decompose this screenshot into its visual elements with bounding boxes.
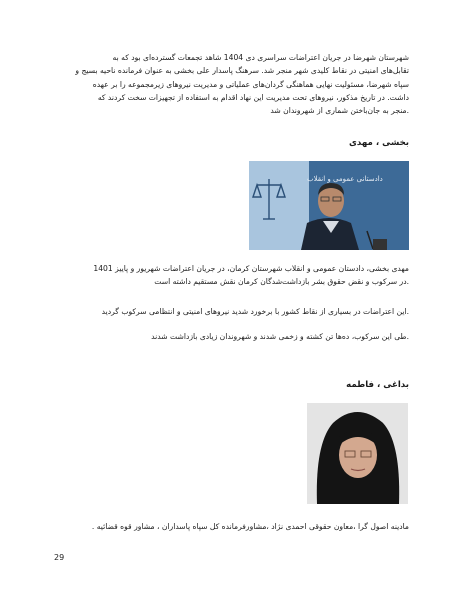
person2-photo [307, 403, 408, 504]
intro-line: داشت. در تاریخ مذکور، نیروهای تحت مدیریت این نهاد اقدام به استفاده از تجهیزات سخت کردند که [97, 92, 409, 102]
intro-line: تقابل‌های امنیتی در نقاط کلیدی شهر منجر شد. سرهنگ پاسدار علی بخشی به عنوان فرمانده ناحیه بسیج و [75, 66, 409, 76]
person1-line: .در سرکوب و نقض حقوق بشر بازداشت‌شدگان کرمان نقش مستقیم داشته است [154, 277, 409, 287]
person1-paragraph-2 [46, 305, 409, 318]
person1-photo [249, 161, 409, 250]
intro-paragraph [46, 51, 409, 117]
intro-line: سپاه شهرضا، مسئولیت نهایی هماهنگی گردان‌های عملیاتی و مدیریت نیروهای زیرمجموعه را بر عهده [92, 79, 409, 89]
photo-sign-text: دادستانی عمومی و انقلاب [307, 175, 383, 183]
person2-heading: بداغی ، فاطمه [346, 380, 409, 390]
intro-line: .منجر به جان‌باختن شماری از شهروندان شد [270, 106, 409, 116]
person2-line: مادینه اصول گرا ،معاون حقوقی احمدی نژاد ،مشاورفرمانده کل سپاه پاسداران ، مشاور قوه قضائیه . [91, 522, 409, 531]
person2-paragraph [46, 520, 409, 533]
person1-line: مهدی بخشی، دادستان عمومی و انقلاب شهرستان کرمان، در جریان اعتراضات شهریور و پاییز 1401 [93, 264, 409, 273]
page-number: 29 [54, 553, 65, 562]
person1-line: .طی این سرکوب، ده‌ها تن کشته و زخمی شدند و شهروندان زیادی بازداشت شدند [151, 332, 409, 341]
person1-paragraph [46, 262, 409, 289]
person1-paragraph-3 [46, 330, 409, 343]
person1-heading: بخشی ، مهدی [349, 138, 409, 148]
intro-line: شهرستان شهرضا در جریان اعتراضات سراسری دی 1404 شاهد تجمعات گسترده‌ای بود که به [112, 53, 409, 62]
person1-line: .این اعتراضات در بسیاری از نقاط کشور با برخورد شدید نیروهای امنیتی و انتظامی سرکوب گردید [101, 307, 409, 316]
